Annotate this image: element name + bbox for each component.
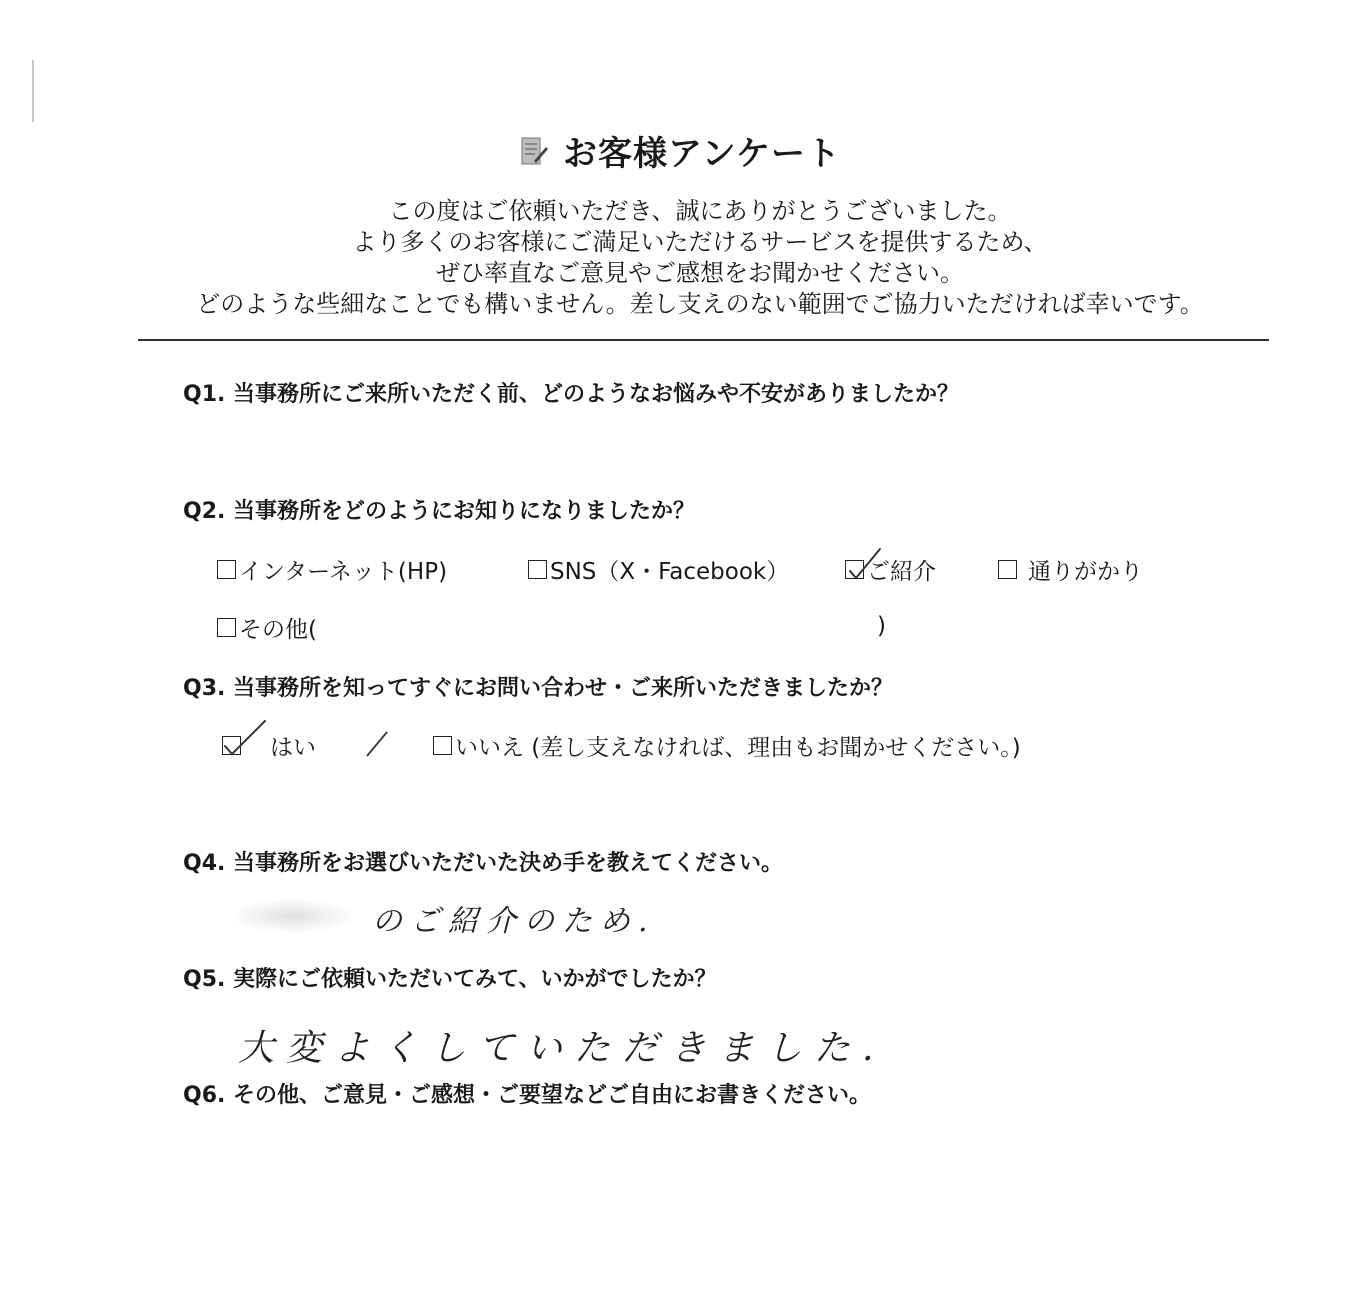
option-label: いいえ (差し支えなければ、理由もお聞かせください。) [455, 735, 1021, 761]
question-5: Q5. 実際にご依頼いただいてみて、いかがでしたか？ [183, 967, 717, 992]
title-row [0, 126, 1360, 175]
memo-icon [519, 135, 549, 167]
checkbox-checked[interactable] [845, 560, 864, 579]
intro-line: どのような些細なことでも構いません。差し支えのない範囲でご協力いただければ幸いです。 [196, 290, 1204, 318]
scan-margin-mark [32, 60, 34, 122]
option-other[interactable] [217, 611, 317, 644]
intro-text [0, 196, 1360, 320]
other-close-paren: ) [877, 613, 886, 639]
page-title: お客様アンケート [563, 134, 841, 174]
handwritten-check-icon [844, 543, 892, 583]
option-label: 通りがかり [1028, 559, 1143, 585]
checkbox-checked[interactable] [222, 736, 241, 755]
question-1: Q1. 当事務所にご来所いただく前、どのようなお悩みや不安がありましたか？ [183, 382, 960, 407]
option-label: インターネット(HP) [239, 559, 448, 585]
option-label: その他( [239, 617, 317, 643]
option-sns[interactable] [528, 553, 789, 586]
redacted-name [228, 898, 358, 934]
option-no[interactable] [433, 729, 1021, 762]
handwritten-check-icon [221, 719, 269, 759]
checkbox[interactable] [217, 618, 236, 637]
option-internet[interactable] [217, 553, 447, 586]
intro-line: この度はご依頼いただき、誠にありがとうございました。 [388, 197, 1012, 225]
option-referral[interactable] [845, 553, 936, 586]
answer-4-handwritten: のご紹介のため. [372, 904, 656, 939]
question-6: Q6. その他、ご意見・ご感想・ご要望などご自由にお書きください。 [183, 1083, 872, 1108]
option-walk-by[interactable] [998, 553, 1143, 586]
checkbox[interactable] [433, 736, 452, 755]
question-4: Q4. 当事務所をお選びいただいた決め手を教えてください。 [183, 851, 784, 876]
divider [138, 339, 1269, 341]
checkbox[interactable] [998, 560, 1017, 579]
answer-5-handwritten: 大変よくしていただきました. [238, 1028, 886, 1069]
option-yes[interactable] [222, 729, 316, 762]
option-label: ご紹介 [867, 559, 936, 585]
option-label: はい [270, 735, 316, 761]
separator-slash [363, 730, 391, 758]
checkbox[interactable] [217, 560, 236, 579]
question-3: Q3. 当事務所を知ってすぐにお問い合わせ・ご来所いただきましたか？ [183, 676, 894, 701]
checkbox[interactable] [528, 560, 547, 579]
question-2: Q2. 当事務所をどのようにお知りになりましたか？ [183, 499, 696, 524]
intro-line: ぜひ率直なご意見やご感想をお聞かせください。 [436, 259, 964, 287]
intro-line: より多くのお客様にご満足いただけるサービスを提供するため、 [352, 228, 1048, 256]
option-label: SNS（X・Facebook） [550, 559, 790, 585]
